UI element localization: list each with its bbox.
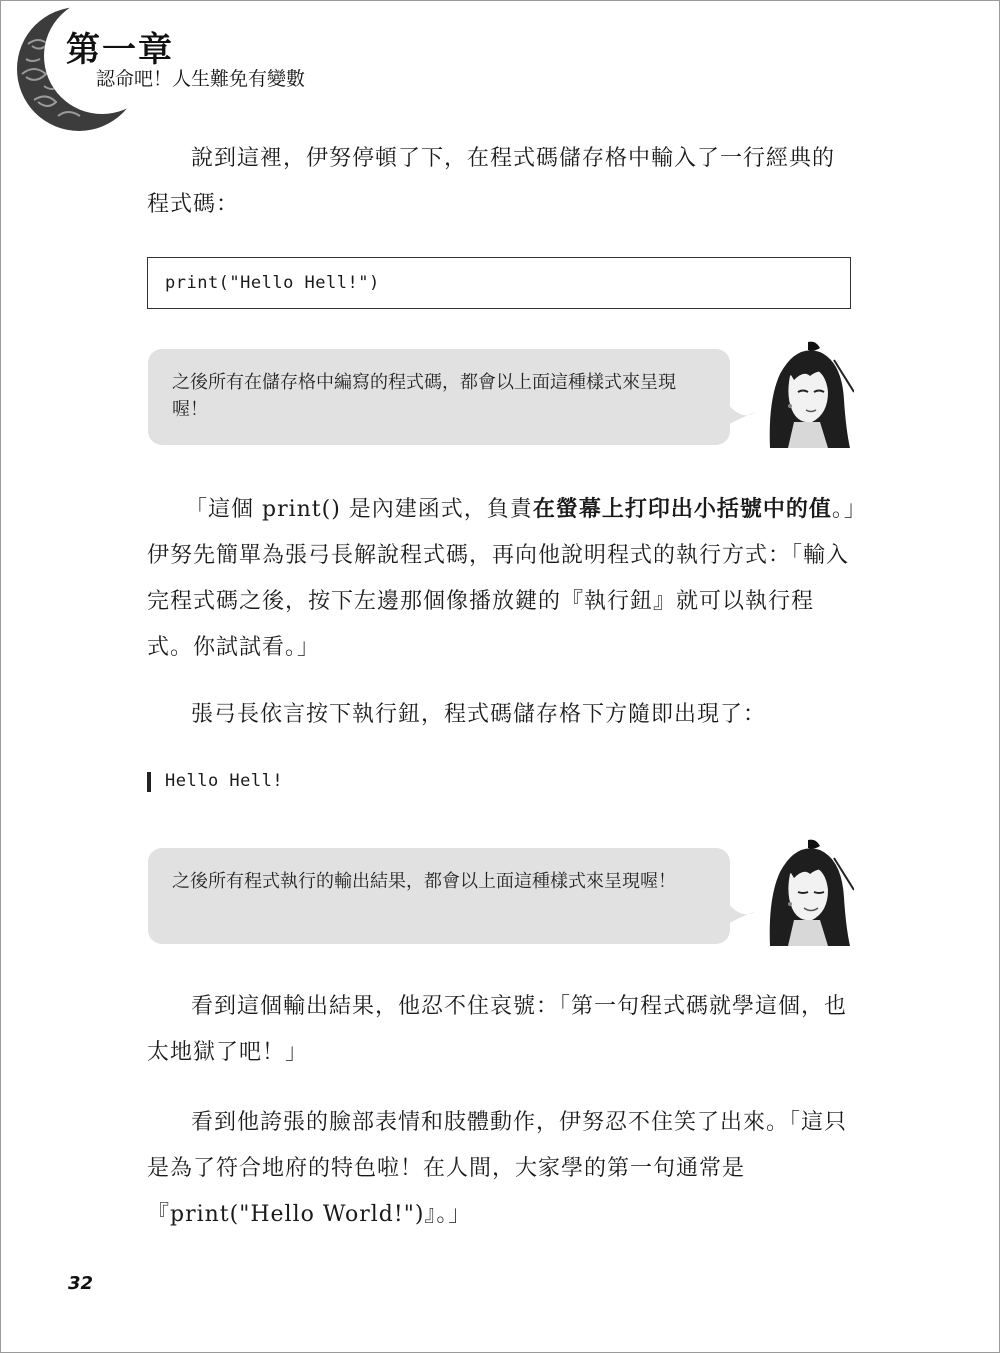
paragraph-print-explanation [147, 486, 857, 671]
paragraph-print-bold: 在螢幕上打印出小括號中的值 [532, 496, 832, 522]
code-cell: print("Hello Hell!") [147, 257, 851, 309]
chapter-subtitle: 認命吧！人生難免有變數 [96, 68, 306, 90]
paragraph-hello-world: 看到他誇張的臉部表情和肢體動作，伊努忍不住笑了出來。「這只是為了符合地府的特色啦！在人間，大家學的第一句通常是『print("Hello World!")』。」 [147, 1110, 848, 1227]
speech-bubble-output-style: 之後所有程式執行的輸出結果，都會以上面這種樣式來呈現喔！ [148, 848, 730, 944]
output-marker [147, 772, 151, 792]
page-number: 32 [68, 1273, 94, 1294]
paragraph-complaint: 看到這個輸出結果，他忍不住哀號：「第一句程式碼就學這個，也太地獄了吧！」 [147, 994, 848, 1065]
character-avatar-icon [750, 340, 854, 448]
speech-bubble-code-style: 之後所有在儲存格中編寫的程式碼，都會以上面這種樣式來呈現喔！ [148, 349, 730, 445]
character-avatar-icon [750, 838, 854, 946]
paragraph-print-end: 。」伊努先簡單為張弓長解說程式碼，再向他說明程式的執行方式：「輸入完程式碼之後，按下左邊那個像播放鍵的『執行鈕』就可以執行程式。你試試看。」 [147, 497, 856, 660]
output-line: Hello Hell! [165, 771, 284, 791]
chapter-title: 第一章 [66, 30, 174, 70]
paragraph-intro: 說到這裡，伊努停頓了下，在程式碼儲存格中輸入了一行經典的程式碼： [147, 146, 836, 217]
paragraph-print-start: 「這個 print() 是內建函式，負責 [185, 497, 533, 522]
paragraph-run-button: 張弓長依言按下執行鈕，程式碼儲存格下方隨即出現了： [191, 702, 767, 727]
